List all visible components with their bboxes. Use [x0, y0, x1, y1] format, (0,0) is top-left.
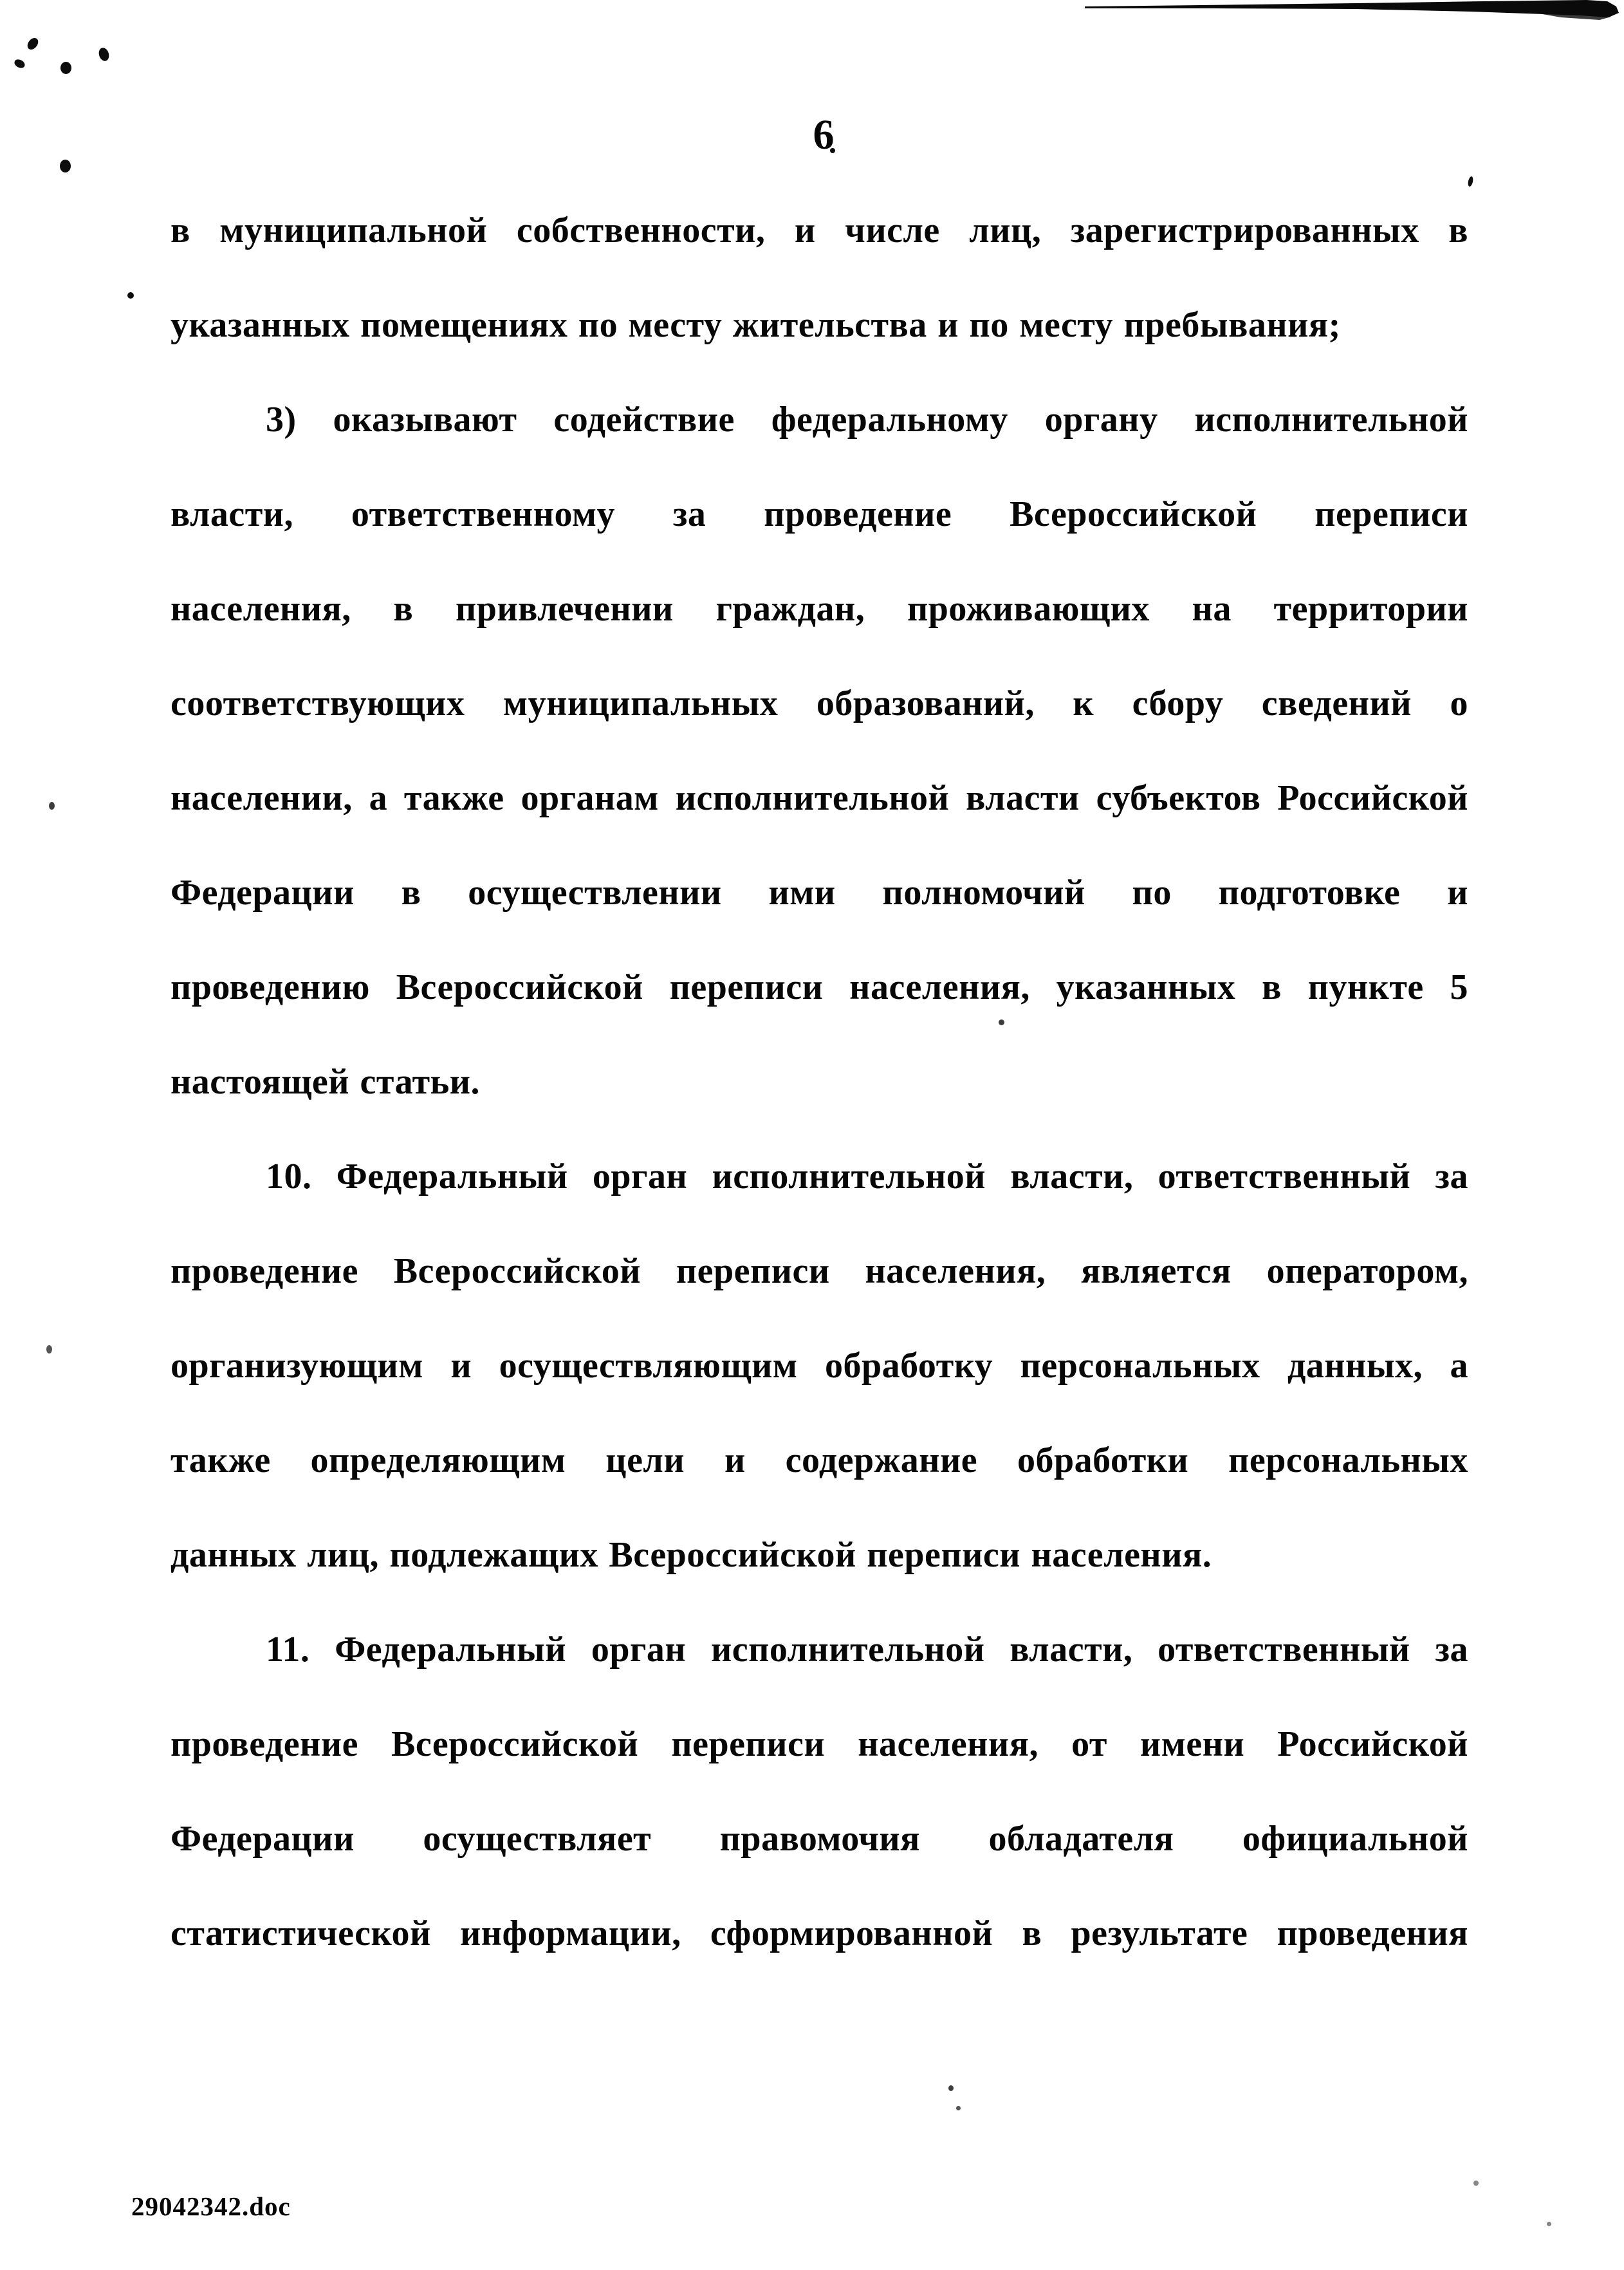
text-line: 3) оказывают содействие федеральному органу исполнительной	[266, 400, 1468, 440]
text-line: настоящей статьи.	[171, 1062, 481, 1102]
text-line: Федерации в осуществлении ими полномочий по подготовке и	[171, 873, 1468, 913]
text-line: организующим и осуществляющим обработку персональных данных, а	[171, 1346, 1468, 1386]
text-line: проведению Всероссийской переписи населения, указанных в пункте 5	[171, 967, 1468, 1007]
text-line: населения, в привлечении граждан, проживающих на территории	[171, 589, 1468, 629]
text-line: данных лиц, подлежащих Всероссийской переписи населения.	[171, 1535, 1212, 1575]
text-line: соответствующих муниципальных образований, к сбору сведений о	[171, 684, 1468, 723]
scan-speckle	[956, 2106, 961, 2110]
scan-speckle	[60, 62, 71, 74]
text-line: 10. Федеральный орган исполнительной власти, ответственный за	[266, 1157, 1468, 1196]
text-line: также определяющим цели и содержание обработки персональных	[171, 1440, 1468, 1480]
text-line: проведение Всероссийской переписи населения, является оператором,	[171, 1251, 1468, 1291]
text-line: населении, а также органам исполнительной власти субъектов Российской	[171, 778, 1468, 818]
page-number: 6	[813, 111, 835, 158]
scan-speckle	[948, 2085, 954, 2091]
scan-speckle	[127, 292, 134, 299]
text-line: проведение Всероссийской переписи населения, от имени Российской	[171, 1724, 1468, 1764]
text-line: 11. Федеральный орган исполнительной власти, ответственный за	[266, 1630, 1468, 1670]
photocopy-streak-artifact	[1085, 0, 1624, 22]
scan-speckle	[49, 802, 55, 810]
text-line: Федерации осуществляет правомочия обладателя официальной	[171, 1819, 1468, 1859]
scan-speckle	[97, 46, 111, 62]
scan-speckle	[1547, 2222, 1551, 2226]
scan-speckle	[60, 160, 71, 172]
text-line: указанных помещениях по месту жительства и по месту пребывания;	[171, 305, 1341, 345]
text-line: статистической информации, сформированной в результате проведения	[171, 1913, 1468, 1953]
text-line: власти, ответственному за проведение Всероссийской переписи	[171, 494, 1468, 534]
footer-filename: 29042342.doc	[131, 2191, 291, 2221]
scan-speckle	[13, 58, 26, 70]
scan-speckle	[46, 1345, 52, 1354]
document-text-block	[171, 183, 1468, 1981]
scan-speckle	[1473, 2181, 1479, 2186]
text-line: в муниципальной собственности, и числе лиц, зарегистрированных в	[171, 210, 1468, 250]
scan-speckle	[25, 36, 40, 51]
